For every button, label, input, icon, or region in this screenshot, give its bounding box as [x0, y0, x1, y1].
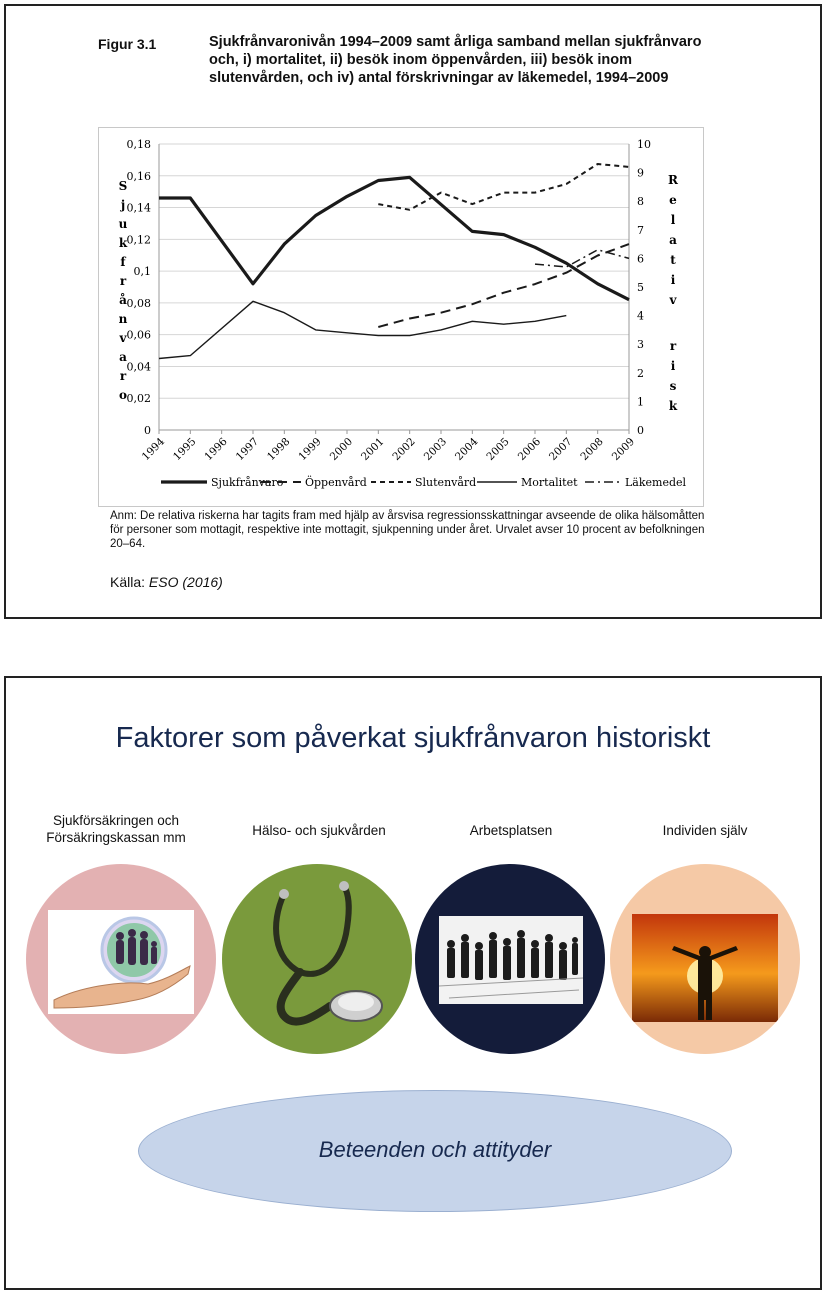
y-tick-left-label: 0,08	[126, 296, 151, 310]
y-tick-right-label: 3	[637, 338, 644, 352]
x-tick-label: 2002	[390, 435, 418, 464]
series-line-mortalitet	[159, 301, 566, 358]
x-tick-label: 1998	[265, 435, 293, 464]
y-tick-right-label: 8	[637, 195, 644, 209]
series-line-slutenv-rd	[378, 164, 629, 210]
x-tick-label: 2003	[421, 435, 450, 464]
ellipse-text: Beteenden och attityder	[318, 1137, 552, 1162]
x-tick-label: 2004	[453, 435, 481, 464]
y-tick-right-label: 10	[637, 138, 651, 151]
sunset-person-icon	[632, 914, 778, 1022]
y-tick-left-label: 0,14	[126, 201, 151, 215]
y-tick-right-label: 4	[637, 309, 644, 323]
legend-label: Läkemedel	[625, 476, 687, 489]
x-tick-label: 2006	[515, 435, 544, 464]
x-tick-label: 1995	[171, 435, 199, 464]
figure-source	[110, 574, 223, 590]
factor-label-insurance: Sjukförsäkringen och Försäkringskassan mm	[46, 813, 186, 845]
factor-circle-workplace	[415, 864, 605, 1054]
x-tick-label: 2009	[609, 435, 638, 464]
y-tick-left-label: 0,1	[133, 265, 151, 279]
source-value: ESO (2016)	[148, 574, 223, 590]
legend-label: Slutenvård	[415, 476, 477, 489]
series-line--ppenv-rd	[378, 244, 629, 327]
y-tick-right-label: 1	[637, 395, 644, 409]
behaviour-ellipse	[138, 1090, 732, 1212]
x-tick-label: 2007	[547, 435, 575, 464]
x-tick-label: 1994	[139, 435, 168, 464]
legend-label: Mortalitet	[521, 476, 578, 489]
y-tick-right-label: 6	[637, 252, 644, 266]
figure-slide	[4, 4, 822, 619]
factor-circle-insurance	[26, 864, 216, 1054]
x-tick-label: 1997	[233, 435, 262, 464]
x-tick-label: 1996	[202, 435, 230, 464]
y-tick-left-label: 0,02	[126, 392, 151, 406]
figure-number: Figur 3.1	[98, 36, 157, 52]
factor-label-workplace: Arbetsplatsen	[469, 823, 553, 838]
stethoscope-icon	[222, 864, 412, 1054]
legend-label: Sjukfrånvaro	[211, 476, 284, 489]
factor-label-individual: Individen själv	[662, 823, 748, 838]
y-tick-right-label: 2	[637, 366, 644, 380]
x-tick-label: 1999	[296, 435, 324, 464]
y-tick-left-label: 0,12	[126, 233, 151, 247]
x-tick-label: 2001	[359, 435, 387, 464]
y-tick-left-label: 0,06	[126, 328, 151, 342]
source-label: Källa:	[110, 574, 146, 590]
hand-family-icon	[48, 910, 194, 1014]
y-tick-right-label: 5	[637, 281, 644, 294]
y-tick-left-label: 0,04	[126, 360, 151, 374]
y-tick-left-label: 0	[144, 424, 151, 437]
chart-area	[98, 127, 704, 507]
factor-circle-healthcare	[222, 864, 412, 1054]
line-chart	[99, 128, 703, 506]
slide-title: Faktorer som påverkat sjukfrånvaron historiskt	[115, 722, 711, 754]
figure-title: Sjukfrånvaronivån 1994–2009 samt årliga samband mellan sjukfrånvaro och, i) mortalitet, ii) besök inom öppenvården, iii) besök inom slutenvården, och iv) antal förskrivningar av läkemedel, 1994–2009	[209, 34, 702, 86]
crowd-icon	[439, 916, 583, 1004]
y-tick-right-label: 0	[637, 424, 644, 437]
figure-note: Anm: De relativa riskerna har tagits fram med hjälp av årsvisa regressionsskattningar avseende de olika hälsomåtten för personer som mottagit, respektive inte mottagit, sjukpenning under året. Urvalet avser 10 procent av befolkningen 20–64.	[110, 510, 705, 550]
factor-circle-individual	[610, 864, 800, 1054]
series-line-sjukfr-nvaro	[159, 177, 629, 299]
legend-label: Öppenvård	[305, 476, 367, 489]
x-tick-label: 2008	[578, 435, 606, 464]
factors-slide	[4, 676, 822, 1290]
x-tick-label: 2000	[327, 435, 356, 464]
y-tick-left-label: 0,18	[126, 138, 151, 151]
y-axis-right-title: R e l a t i v r i s k	[668, 173, 678, 413]
y-tick-left-label: 0,16	[126, 169, 151, 183]
y-axis-left-title: S j u k f r å n v a r o	[118, 179, 128, 402]
factor-label-healthcare: Hälso- och sjukvården	[252, 823, 386, 838]
y-tick-right-label: 7	[637, 223, 644, 237]
x-tick-label: 2005	[484, 435, 512, 464]
y-tick-right-label: 9	[637, 166, 644, 180]
